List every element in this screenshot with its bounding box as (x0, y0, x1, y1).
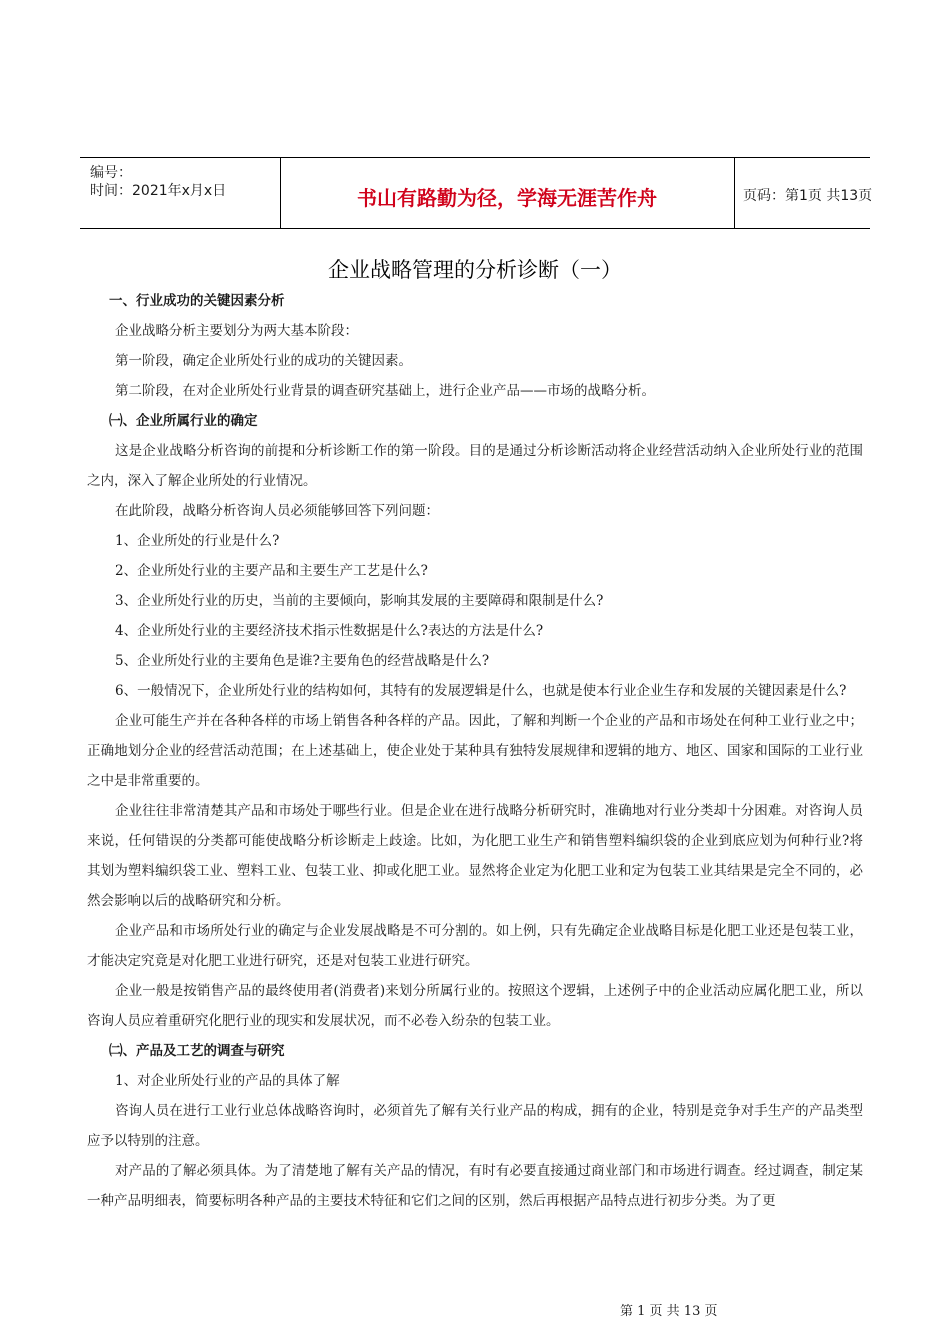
body-paragraph: 1、企业所处的行业是什么? (115, 533, 280, 549)
body-paragraph: 企业产品和市场所处行业的确定与企业发展战略是不可分割的。如上例，只有先确定企业战略目标是化肥工业还是包装工业，才能决定究竟是对化肥工业进行研究，还是对包装工业进行研究。 (87, 923, 863, 969)
header-meta-cell (80, 158, 281, 228)
header-table (80, 157, 873, 229)
body-paragraph: 企业往往非常清楚其产品和市场处于哪些行业。但是企业在进行战略分析研究时，准确地对行业分类却十分困难。对咨询人员来说，任何错误的分类都可能使战略分析诊断走上歧途。比如，为化肥工业生产和销售塑料编织袋的企业到底应划为何种行业?将其划为塑料编织袋工业、塑料工业、包装工业、抑或化肥工业。显然将企业定为化肥工业和定为包装工业其结果是完全不同的，必然会影响以后的战略研究和分析。 (87, 803, 863, 909)
body-paragraph: 5、企业所处行业的主要角色是谁?主要角色的经营战略是什么? (115, 653, 490, 669)
body-paragraph: 对产品的了解必须具体。为了清楚地了解有关产品的情况，有时有必要直接通过商业部门和市场进行调查。经过调查，制定某一种产品明细表，简要标明各种产品的主要技术特征和它们之间的区别，然后再根据产品特点进行初步分类。为了更 (87, 1163, 863, 1209)
body-paragraph: 这是企业战略分析咨询的前提和分析诊断工作的第一阶段。目的是通过分析诊断活动将企业经营活动纳入企业所处行业的范围之内，深入了解企业所处的行业情况。 (87, 443, 863, 489)
page-code: 页码：第1页 共13页 (743, 188, 873, 204)
body-paragraph: 在此阶段，战略分析咨询人员必须能够回答下列问题： (115, 503, 439, 519)
body-paragraph: 6、一般情况下，企业所处行业的结构如何，其特有的发展逻辑是什么，也就是使本行业企业生存和发展的关键因素是什么? (115, 683, 847, 699)
document-title: 企业战略管理的分析诊断（一） (328, 258, 622, 282)
section-heading: 一、行业成功的关键因素分析 (109, 293, 285, 309)
body-paragraph: 咨询人员在进行工业行业总体战略咨询时，必须首先了解有关行业产品的构成，拥有的企业，特别是竞争对手生产的产品类型应予以特别的注意。 (87, 1103, 863, 1149)
body-paragraph: 4、企业所处行业的主要经济技术指示性数据是什么?表达的方法是什么? (115, 623, 544, 639)
body-paragraph: 1、对企业所处行业的产品的具体了解 (115, 1073, 340, 1089)
header-page-cell (735, 158, 873, 228)
header-motto-cell (280, 158, 735, 228)
page-footer: 第 1 页 共 13 页 (620, 1304, 718, 1319)
body-paragraph: 3、企业所处行业的历史，当前的主要倾向，影响其发展的主要障碍和限制是什么? (115, 593, 604, 609)
body-paragraph: 企业可能生产并在各种各样的市场上销售各种各样的产品。因此，了解和判断一个企业的产品和市场处在何种工业行业之中；正确地划分企业的经营活动范围；在上述基础上，使企业处于某种具有独特发展规律和逻辑的地方、地区、国家和国际的工业行业之中是非常重要的。 (87, 713, 863, 789)
section-heading: ㈠、企业所属行业的确定 (109, 413, 258, 429)
document-body (87, 286, 863, 1216)
body-paragraph: 企业一般是按销售产品的最终使用者(消费者)来划分所属行业的。按照这个逻辑，上述例子中的企业活动应属化肥工业，所以咨询人员应着重研究化肥行业的现实和发展状况，而不必卷入纷杂的包装工业。 (87, 983, 863, 1029)
document-number-label: 编号： (90, 165, 132, 181)
body-paragraph: 第二阶段，在对企业所处行业背景的调查研究基础上，进行企业产品——市场的战略分析。 (115, 383, 655, 399)
body-paragraph: 2、企业所处行业的主要产品和主要生产工艺是什么? (115, 563, 428, 579)
body-paragraph: 第一阶段，确定企业所处行业的成功的关键因素。 (115, 353, 412, 369)
document-time-label: 时间：2021年x月x日 (90, 183, 227, 199)
section-heading: ㈡、产品及工艺的调查与研究 (109, 1043, 285, 1059)
motto-text: 书山有路勤为径，学海无涯苦作舟 (357, 186, 657, 210)
body-paragraph: 企业战略分析主要划分为两大基本阶段： (115, 323, 358, 339)
